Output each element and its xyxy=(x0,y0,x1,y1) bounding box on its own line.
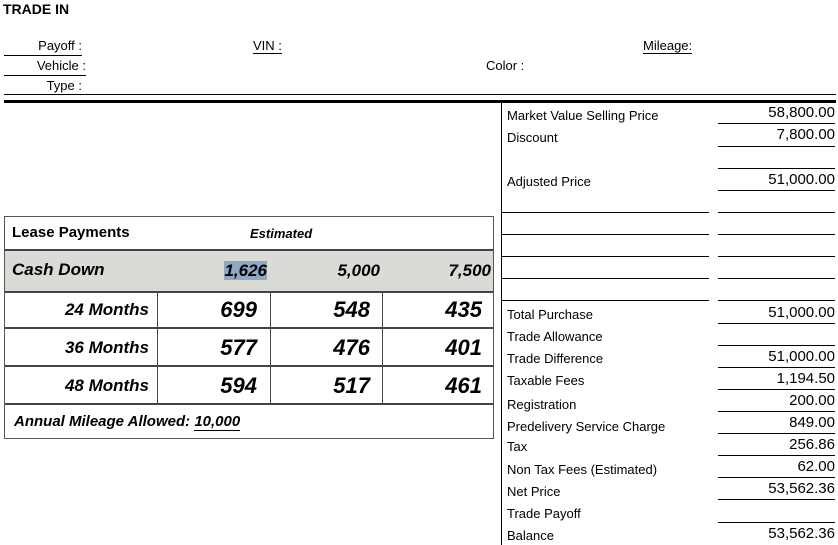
adjusted-price-label: Adjusted Price xyxy=(507,174,591,189)
payment-48-b: 517 xyxy=(333,373,370,398)
net-price-label: Net Price xyxy=(507,484,561,499)
type-label: Type : xyxy=(46,78,82,93)
blank-left-line-1 xyxy=(502,212,709,213)
tax-value: 256.86 xyxy=(789,436,835,453)
cash-down-row xyxy=(5,251,493,291)
cash-down-option-1[interactable] xyxy=(167,261,267,281)
trade-difference-value: 51,000.00 xyxy=(768,348,835,365)
blank-line-1 xyxy=(718,168,835,169)
cash-down-label: Cash Down xyxy=(12,260,105,279)
discount-value: 7,800.00 xyxy=(776,126,835,143)
blank-right-line-2 xyxy=(718,234,835,235)
registration-underline xyxy=(718,411,835,412)
total-purchase-label: Total Purchase xyxy=(507,307,593,322)
tax-label: Tax xyxy=(507,439,528,454)
lease-rule-2 xyxy=(5,291,493,293)
term-36-label: 36 Months xyxy=(64,338,149,357)
column-divider xyxy=(501,103,502,545)
header-thick-rule xyxy=(4,100,836,103)
market-value: 58,800.00 xyxy=(768,104,835,121)
blank-left-line-5 xyxy=(502,300,709,301)
lease-rule-3 xyxy=(5,327,493,329)
registration-label: Registration xyxy=(507,397,577,412)
cash-down-option-3[interactable]: 7,500 xyxy=(448,261,491,280)
mileage-allowed-row xyxy=(14,413,240,430)
mileage-allowed-label: Annual Mileage Allowed: xyxy=(14,413,191,430)
mileage-allowed-value[interactable]: 10,000 xyxy=(194,413,241,430)
blank-right-line-5 xyxy=(718,300,835,301)
trade-allowance-label: Trade Allowance xyxy=(507,329,603,344)
non-tax-fees-value: 62.00 xyxy=(797,458,835,475)
blank-right-line-4 xyxy=(718,278,835,279)
color-label: Color : xyxy=(486,58,525,73)
mileage-label: Mileage: xyxy=(643,38,693,53)
vehicle-label: Vehicle : xyxy=(36,58,86,73)
registration-value: 200.00 xyxy=(789,392,835,409)
tax-underline xyxy=(718,455,835,456)
trade-difference-label: Trade Difference xyxy=(507,351,604,366)
vin-label: VIN : xyxy=(253,38,282,53)
payment-24-c: 435 xyxy=(445,297,482,322)
trade-difference-underline xyxy=(718,367,835,368)
selected-cash-down[interactable]: 1,626 xyxy=(224,261,267,280)
net-price-value: 53,562.36 xyxy=(768,480,835,497)
discount-label: Discount xyxy=(507,130,558,145)
total-purchase-value: 51,000.00 xyxy=(768,304,835,321)
payment-36-b: 476 xyxy=(333,335,370,360)
term-24-label: 24 Months xyxy=(64,300,149,319)
blank-right-line-3 xyxy=(718,256,835,257)
trade-payoff-underline xyxy=(718,522,835,523)
lease-title: Lease Payments xyxy=(12,224,130,241)
predelivery-label: Predelivery Service Charge xyxy=(507,419,666,434)
payoff-underline xyxy=(4,55,82,56)
predelivery-underline xyxy=(718,433,835,434)
blank-right-line-1 xyxy=(718,212,835,213)
taxable-fees-label: Taxable Fees xyxy=(507,373,585,388)
cash-down-option-2[interactable]: 5,000 xyxy=(337,261,380,280)
blank-left-line-4 xyxy=(502,278,709,279)
payment-48-a: 594 xyxy=(220,373,257,398)
taxable-fees-underline xyxy=(718,389,835,390)
payment-48-c: 461 xyxy=(445,373,482,398)
net-price-underline xyxy=(718,499,835,500)
trade-in-title: TRADE IN xyxy=(3,1,70,17)
term-48-label: 48 Months xyxy=(64,376,149,395)
adjusted-price-value: 51,000.00 xyxy=(768,171,835,188)
header-thin-rule xyxy=(4,94,836,95)
discount-underline xyxy=(718,146,835,147)
balance-label: Balance xyxy=(507,528,554,543)
market-value-label: Market Value Selling Price xyxy=(507,108,659,123)
market-value-underline xyxy=(718,123,835,124)
predelivery-value: 849.00 xyxy=(789,414,835,431)
balance-value: 53,562.36 xyxy=(768,525,835,542)
taxable-fees-value: 1,194.50 xyxy=(776,370,835,387)
trade-payoff-label: Trade Payoff xyxy=(507,506,581,521)
payment-24-b: 548 xyxy=(333,297,370,322)
total-purchase-underline xyxy=(718,323,835,324)
trade-allowance-underline xyxy=(718,345,835,346)
payment-36-c: 401 xyxy=(445,335,482,360)
blank-left-line-3 xyxy=(502,256,709,257)
payoff-label: Payoff : xyxy=(38,38,82,53)
blank-left-line-2 xyxy=(502,234,709,235)
vehicle-underline xyxy=(4,75,86,76)
adjusted-price-underline xyxy=(718,190,835,191)
estimated-label: Estimated xyxy=(250,226,313,241)
payment-36-a: 577 xyxy=(220,335,257,360)
lease-rule-4 xyxy=(5,365,493,367)
lease-rule-5 xyxy=(5,403,493,405)
payment-24-a: 699 xyxy=(220,297,257,322)
lease-payments-box xyxy=(4,216,494,439)
non-tax-fees-label: Non Tax Fees (Estimated) xyxy=(507,462,658,477)
non-tax-fees-underline xyxy=(718,477,835,478)
